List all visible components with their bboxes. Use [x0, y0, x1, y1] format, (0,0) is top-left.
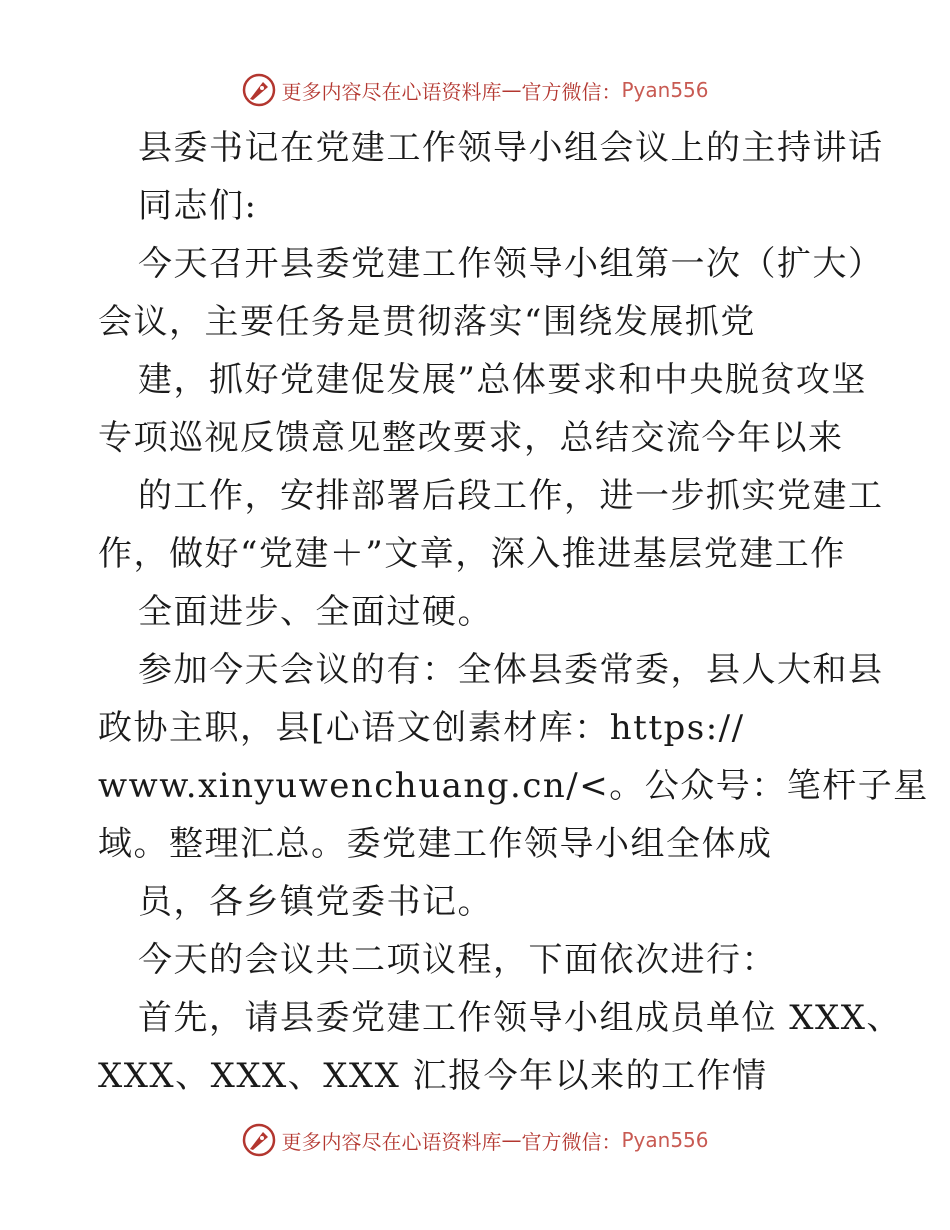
watermark-separator: — [501, 1128, 522, 1152]
paragraph-line: 建，抓好党建促发展”总体要求和中央脱贫攻坚 [138, 360, 867, 400]
paragraph-line: XXX、XXX、XXX 汇报今年以来的工作情 [98, 1056, 768, 1096]
pen-nib-logo-icon [241, 1122, 277, 1158]
watermark-wechat-id: Pyan556 [621, 78, 709, 102]
paragraph-line: 作，做好“党建＋”文章，深入推进基层党建工作 [98, 534, 846, 574]
paragraph-line: 会议，主要任务是贯彻落实“围绕发展抓党 [98, 302, 756, 342]
paragraph-line: www.xinyuwenchuang.cn/<。公众号：笔杆子星 [98, 766, 929, 806]
watermark-official-label: 官方微信： [521, 79, 622, 104]
salutation: 同志们: [138, 186, 258, 226]
paragraph-line: 政协主职，县[心语文创素材库：https:// [98, 708, 745, 748]
paragraph-line: 全面进步、全面过硬。 [138, 592, 493, 632]
paragraph-line: 今天的会议共二项议程，下面依次进行： [138, 940, 777, 980]
watermark-wechat-id: Pyan556 [621, 1128, 709, 1152]
document-title: 县委书记在党建工作领导小组会议上的主持讲话 [138, 128, 884, 168]
header-watermark [0, 72, 950, 108]
paragraph-line: 今天召开县委党建工作领导小组第一次（扩大） [138, 244, 884, 284]
paragraph-line: 专项巡视反馈意见整改要求，总结交流今年以来 [98, 418, 844, 458]
paragraph-line: 的工作，安排部署后段工作，进一步抓实党建工 [138, 476, 884, 516]
watermark-brand-text: 更多内容尽在心语资料库 [281, 1129, 502, 1154]
paragraph-line: 首先，请县委党建工作领导小组成员单位 XXX、 [138, 998, 902, 1038]
watermark-separator: — [501, 78, 522, 102]
pen-nib-logo-icon [241, 72, 277, 108]
watermark-official-label: 官方微信： [521, 1129, 622, 1154]
footer-watermark [0, 1122, 950, 1158]
paragraph-line: 员，各乡镇党委书记。 [138, 882, 493, 922]
paragraph-line: 参加今天会议的有：全体县委常委，县人大和县 [138, 650, 884, 690]
watermark-brand-text: 更多内容尽在心语资料库 [281, 79, 502, 104]
paragraph-line: 域。整理汇总。委党建工作领导小组全体成 [98, 824, 773, 864]
